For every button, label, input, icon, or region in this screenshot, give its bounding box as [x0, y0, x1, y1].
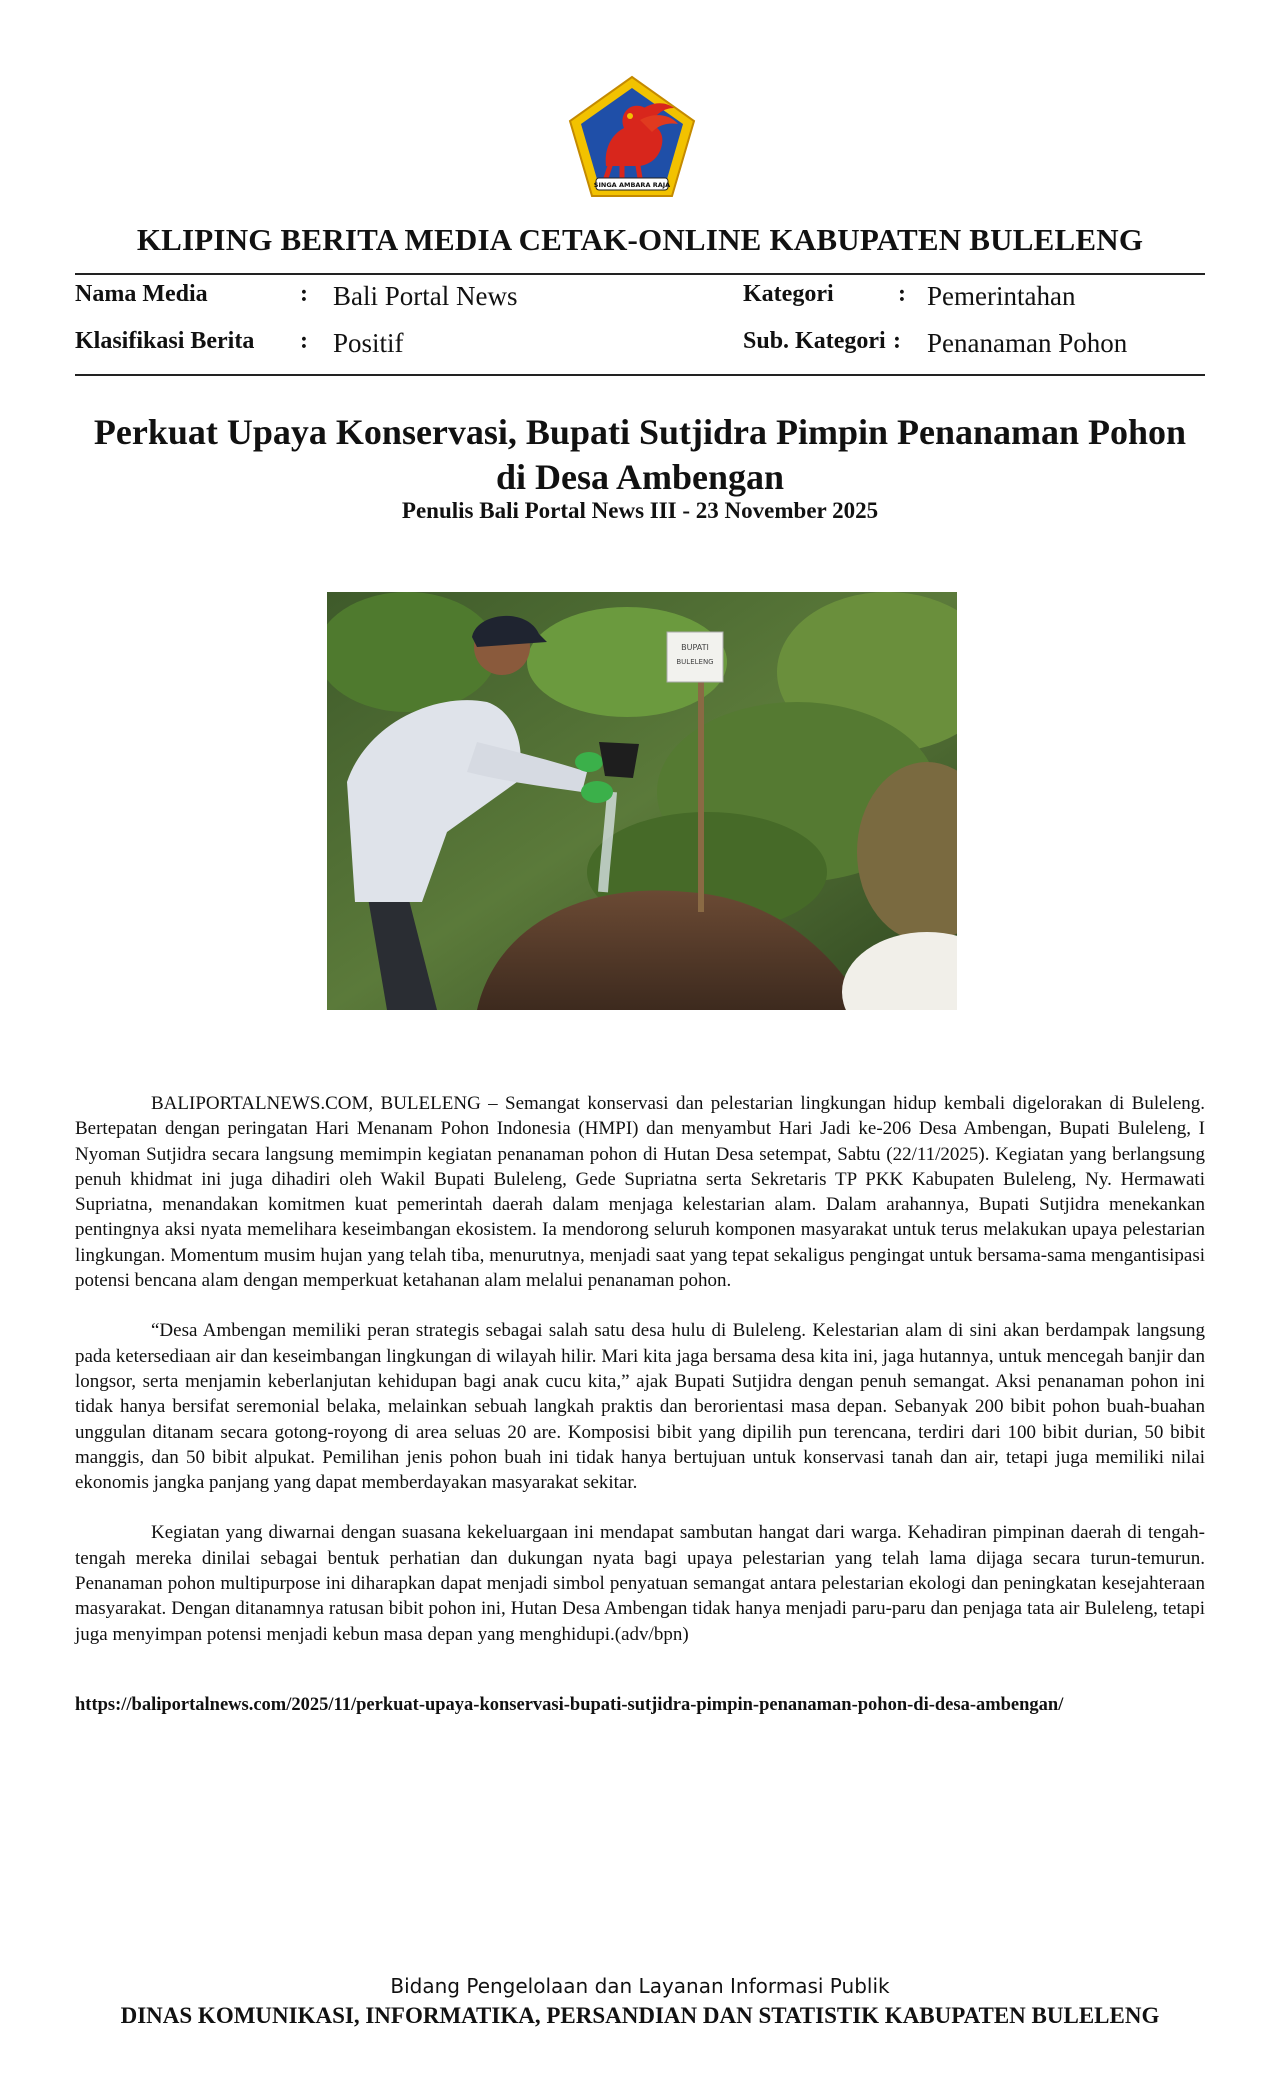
- header-divider-bottom: [75, 374, 1205, 376]
- article-paragraph-2: “Desa Ambengan memiliki peran strategis sebagai salah satu desa hulu di Buleleng. Kelestarian alam di sini akan berdampak langsung pada ketersediaan air dan keseimbangan lingkungan di wilayah hilir. Mari kita jaga bersama desa kita ini, jaga hutannya, untuk mencegah banjir dan longsor, serta menjamin keberlanjutan kehidupan bagi anak cucu kita,” ajak Bupati Sutjidra dengan penuh semangat. Aksi penanaman pohon ini tidak hanya bersifat seremonial belaka, melainkan sebuah langkah praktis dan berorientasi masa depan. Sebanyak 200 bibit pohon buah-buahan unggulan ditanam secara gotong-royong di area seluas 20 are. Komposisi bibit yang dipilih pun terencana, terdiri dari 100 bibit durian, 50 bibit manggis, dan 50 bibit alpukat. Pemilihan jenis pohon buah ini tidak hanya bertujuan untuk konservasi tanah dan air, tetapi juga memiliki nilai ekonomis jangka panjang yang dapat memberdayakan masyarakat sekitar.: [75, 1320, 1205, 1494]
- footer-department: Bidang Pengelolaan dan Layanan Informasi Publik: [390, 1974, 890, 1998]
- article-paragraph-1: BALIPORTALNEWS.COM, BULELENG – Semangat konservasi dan pelestarian lingkungan hidup kembali digelorakan di Buleleng. Bertepatan dengan peringatan Hari Menanam Pohon Indonesia (HMPI) dan menyambut Hari Jadi ke-206 Desa Ambengan, Bupati Buleleng, I Nyoman Sutjidra secara langsung memimpin kegiatan penanaman pohon di Hutan Desa setempat, Sabtu (22/11/2025). Kegiatan yang berlangsung penuh khidmat ini juga dihadiri oleh Wakil Bupati Buleleng, Gede Supriatna serta Sekretaris TP PKK Kabupaten Buleleng, Ny. Hermawati Supriatna, menandakan komitmen kuat pemerintah daerah dalam menjaga kelestarian alam. Dalam arahannya, Bupati Sutjidra menekankan pentingnya aksi nyata memelihara keseimbangan ekosistem. Ia mendorong seluruh komponen masyarakat untuk terus melakukan upaya pelestarian lingkungan. Momentum musim hujan yang telah tiba, menurutnya, menjadi saat yang tepat sekaligus pengingat untuk bersama-sama mengantisipasi potensi bencana alam dengan memperkuat ketahanan alam melalui penanaman pohon.: [75, 1093, 1205, 1292]
- subcategory-value: Penanaman Pohon: [927, 328, 1128, 358]
- classification-value: Positif: [333, 328, 404, 358]
- media-name-label: Nama Media: [75, 281, 208, 307]
- article-paragraph-3: Kegiatan yang diwarnai dengan suasana kekeluargaan ini mendapat sambutan hangat dari warga. Kehadiran pimpinan daerah di tengah-tengah mereka dinilai sebagai bentuk perhatian dan dukungan nyata bagi upaya pelestarian yang telah lama dijaga secara turun-temurun. Penanaman pohon multipurpose ini diharapkan dapat menjadi simbol penyatuan semangat antara pelestarian ekologi dan peningkatan kesejahteraan masyarakat. Dengan ditanamnya ratusan bibit pohon ini, Hutan Desa Ambengan tidak hanya menjadi paru-paru dan penjaga tata air Buleleng, tetapi juga menyimpan potensi menjadi kebun masa depan yang menghidupi.(adv/bpn): [75, 1522, 1205, 1645]
- source-url-link[interactable]: https://baliportalnews.com/2025/11/perkuat-upaya-konservasi-bupati-sutjidra-pimpin-penanaman-pohon-di-desa-ambengan/: [75, 1695, 1064, 1715]
- subcategory-label: Sub. Kategori: [743, 328, 886, 354]
- singa-ambara-raja-emblem-icon: [566, 74, 698, 200]
- classification-label: Klasifikasi Berita: [75, 328, 255, 354]
- regency-logo: [566, 74, 698, 200]
- article-photo: [327, 592, 957, 1010]
- category-value: Pemerintahan: [927, 281, 1076, 311]
- clipping-header-title: KLIPING BERITA MEDIA CETAK-ONLINE KABUPATEN BULELENG: [136, 222, 1144, 257]
- classification-colon: :: [300, 328, 308, 354]
- media-name-value: Bali Portal News: [333, 281, 518, 311]
- logo-motto: SINGA AMBARA RAJA: [593, 181, 671, 189]
- footer-agency: DINAS KOMUNIKASI, INFORMATIKA, PERSANDIAN DAN STATISTIK KABUPATEN BULELENG: [120, 2003, 1160, 2028]
- media-name-colon: :: [300, 281, 308, 307]
- category-label: Kategori: [743, 281, 834, 307]
- article-byline: Penulis Bali Portal News III - 23 November 2025: [401, 498, 879, 523]
- subcategory-colon: :: [893, 328, 901, 354]
- svg-text:BUPATI: BUPATI: [681, 643, 709, 652]
- article-body: [75, 1091, 1205, 1672]
- article-title-line-1: Perkuat Upaya Konservasi, Bupati Sutjidra Pimpin Penanaman Pohon: [93, 412, 1187, 452]
- header-divider-top: [75, 273, 1205, 275]
- svg-text:BULELENG: BULELENG: [676, 658, 714, 666]
- category-colon: :: [898, 281, 906, 307]
- article-title: [75, 410, 1205, 500]
- article-title-line-2: di Desa Ambengan: [495, 457, 785, 497]
